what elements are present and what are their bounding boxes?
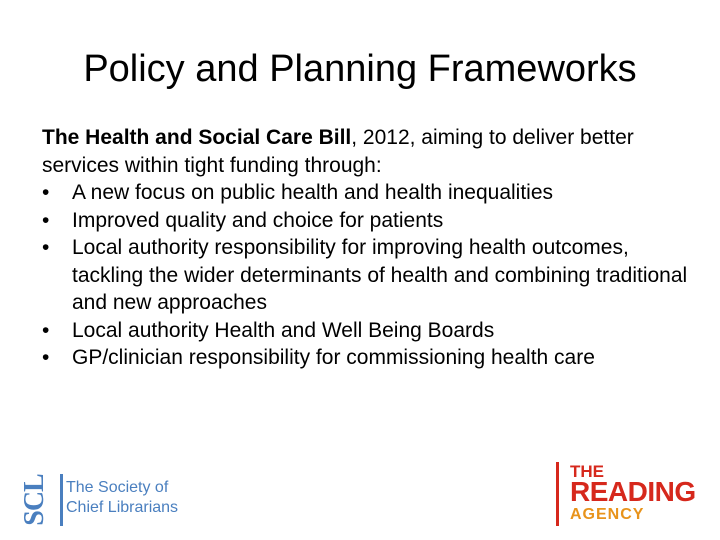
bullet-icon: • bbox=[42, 181, 50, 204]
list-item-text: A new focus on public health and health inequalities bbox=[72, 181, 554, 204]
list-item-text: Local authority Health and Well Being Boards bbox=[72, 318, 495, 342]
scl-line-1: The Society of bbox=[66, 479, 169, 496]
list-item bbox=[42, 344, 692, 372]
scl-line-2: Chief Librarians bbox=[66, 499, 179, 516]
ra-line-2: READING bbox=[570, 476, 696, 507]
slide-title: Policy and Planning Frameworks bbox=[83, 48, 637, 90]
list-item bbox=[42, 234, 692, 317]
intro-paragraph bbox=[42, 124, 692, 179]
list-item bbox=[42, 179, 692, 207]
bullet-icon: • bbox=[42, 346, 50, 369]
list-item-text: Improved quality and choice for patients bbox=[72, 208, 444, 232]
reading-agency-logo bbox=[556, 462, 706, 526]
bullet-icon: • bbox=[42, 318, 50, 342]
bullet-list bbox=[42, 179, 692, 372]
ra-divider bbox=[556, 462, 559, 526]
scl-wordmark bbox=[66, 478, 181, 518]
list-item bbox=[42, 317, 692, 345]
scl-monogram: SCL bbox=[19, 474, 50, 526]
scl-divider bbox=[60, 474, 63, 526]
bill-name: The Health and Social Care Bill bbox=[42, 126, 352, 149]
society-of-chief-librarians-logo bbox=[14, 470, 179, 530]
ra-line-1: THE bbox=[570, 462, 604, 481]
bullet-icon: • bbox=[42, 208, 50, 232]
intro-text: , 2012, aiming to deliver better services within tight funding through: bbox=[42, 126, 634, 177]
list-item-text: Local authority responsibility for improving health outcomes, tackling the wider determinants of health and combining traditional and new approaches bbox=[72, 236, 688, 314]
list-item bbox=[42, 207, 692, 235]
ra-line-3: AGENCY bbox=[570, 506, 645, 523]
bullet-icon: • bbox=[42, 236, 50, 259]
list-item-text: GP/clinician responsibility for commissioning health care bbox=[72, 346, 595, 369]
slide-body bbox=[42, 124, 692, 372]
